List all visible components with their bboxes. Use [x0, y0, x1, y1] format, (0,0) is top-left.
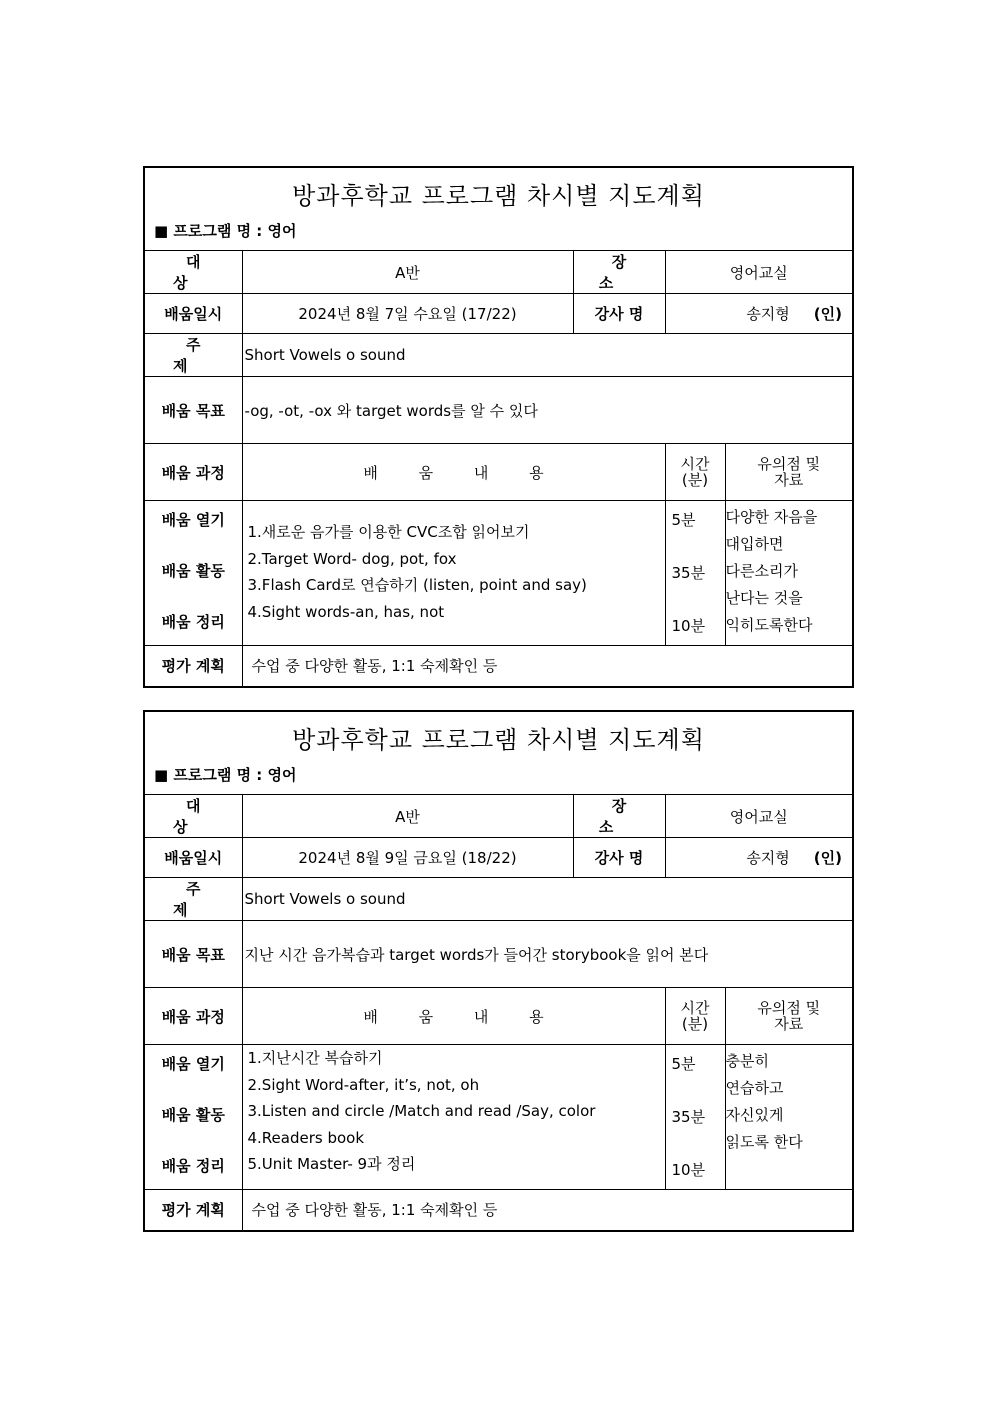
stage-activity: 배움 활동	[161, 1106, 225, 1124]
lesson-plan-1	[143, 166, 854, 688]
time-wrap: 10분	[671, 617, 706, 635]
stage-wrap: 배움 정리	[161, 1157, 225, 1175]
target-label: 대 상	[145, 795, 242, 838]
stage-open: 배움 열기	[161, 1055, 225, 1073]
teacher-name: 송지형	[746, 305, 790, 323]
place-label: 장 소	[573, 795, 665, 838]
content-items	[242, 1045, 665, 1190]
eval-value: 수업 중 다양한 활동, 1:1 숙제확인 등	[242, 1190, 852, 1230]
plan-header	[145, 712, 852, 795]
time-open: 5분	[671, 1055, 696, 1073]
content-item: 4.Sight words-an, has, not	[247, 602, 445, 621]
topic-label: 주 제	[145, 334, 242, 377]
plan-header	[145, 168, 852, 251]
goal-value: 지난 시간 음가복습과 target words가 들어간 storybook을 읽어 본다	[242, 921, 852, 988]
place-value: 영어교실	[665, 251, 852, 294]
content-item: 1.지난시간 복습하기	[247, 1049, 383, 1067]
target-value: A반	[242, 795, 573, 838]
seal-mark: (인)	[813, 305, 842, 323]
content-item: 5.Unit Master- 9과 정리	[247, 1155, 416, 1173]
content-item: 3.Flash Card로 연습하기 (listen, point and say)	[247, 576, 587, 594]
eval-label: 평가 계획	[145, 646, 242, 686]
note-line: 다양한 자음을	[725, 508, 818, 526]
notes-values	[725, 501, 852, 646]
note-line: 다른소리가	[725, 562, 798, 580]
program-name: ■ 프로그램 명 : 영어	[154, 766, 297, 784]
stage-wrap: 배움 정리	[161, 613, 225, 631]
time-activity: 35분	[671, 564, 706, 582]
note-line: 익히도록한다	[725, 616, 813, 634]
note-line: 연습하고	[725, 1079, 784, 1097]
content-header: 배 움 내 용	[242, 988, 665, 1045]
time-activity: 35분	[671, 1108, 706, 1126]
plan-title: 방과후학교 프로그램 차시별 지도계획	[292, 726, 705, 754]
program-name: ■ 프로그램 명 : 영어	[154, 222, 297, 240]
content-items	[242, 501, 665, 646]
target-label: 대 상	[145, 251, 242, 294]
date-label: 배움일시	[145, 294, 242, 334]
plan-title: 방과후학교 프로그램 차시별 지도계획	[292, 182, 705, 210]
date-value: 2024년 8월 7일 수요일 (17/22)	[242, 294, 573, 334]
goal-label: 배움 목표	[145, 377, 242, 444]
goal-value: -og, -ot, -ox 와 target words를 알 수 있다	[242, 377, 852, 444]
teacher-cell	[665, 294, 852, 334]
eval-value: 수업 중 다양한 활동, 1:1 숙제확인 등	[242, 646, 852, 686]
time-values	[665, 1045, 725, 1190]
stage-open: 배움 열기	[161, 511, 225, 529]
content-item	[248, 507, 665, 519]
note-line: 읽도록 한다	[725, 1133, 803, 1151]
seal-mark: (인)	[813, 849, 842, 867]
content-item: 2.Sight Word-after, it’s, not, oh	[247, 1075, 480, 1094]
teacher-name: 송지형	[746, 849, 790, 867]
time-open: 5분	[671, 511, 696, 529]
date-label: 배움일시	[145, 838, 242, 878]
process-label: 배움 과정	[145, 444, 242, 501]
time-wrap: 10분	[671, 1161, 706, 1179]
topic-value: Short Vowels o sound	[242, 334, 852, 377]
lesson-plan-2	[143, 710, 854, 1232]
stage-labels	[145, 501, 242, 646]
teacher-label: 강사 명	[573, 294, 665, 334]
time-values	[665, 501, 725, 646]
place-label: 장 소	[573, 251, 665, 294]
topic-label: 주 제	[145, 878, 242, 921]
date-value: 2024년 8월 9일 금요일 (18/22)	[242, 838, 573, 878]
content-item: 2.Target Word- dog, pot, fox	[247, 549, 457, 568]
target-value: A반	[242, 251, 573, 294]
teacher-label: 강사 명	[573, 838, 665, 878]
content-item: 1.새로운 음가를 이용한 CVC조합 읽어보기	[247, 523, 530, 541]
note-line: 충분히	[725, 1052, 769, 1070]
topic-value: Short Vowels o sound	[242, 878, 852, 921]
stage-labels	[145, 1045, 242, 1190]
goal-label: 배움 목표	[145, 921, 242, 988]
stage-activity: 배움 활동	[161, 562, 225, 580]
note-line: 난다는 것을	[725, 589, 803, 607]
place-value: 영어교실	[665, 795, 852, 838]
notes-header: 유의점 및 자료	[725, 988, 852, 1045]
process-label: 배움 과정	[145, 988, 242, 1045]
content-item: 3.Listen and circle /Match and read /Say, color	[247, 1102, 596, 1120]
eval-label: 평가 계획	[145, 1190, 242, 1230]
content-item: 4.Readers book	[247, 1128, 365, 1147]
time-header: 시간 (분)	[665, 444, 725, 501]
note-line: 대입하면	[725, 535, 784, 553]
notes-header: 유의점 및 자료	[725, 444, 852, 501]
content-header: 배 움 내 용	[242, 444, 665, 501]
note-line: 자신있게	[725, 1106, 784, 1124]
teacher-cell	[665, 838, 852, 878]
time-header: 시간 (분)	[665, 988, 725, 1045]
notes-values	[725, 1045, 852, 1190]
